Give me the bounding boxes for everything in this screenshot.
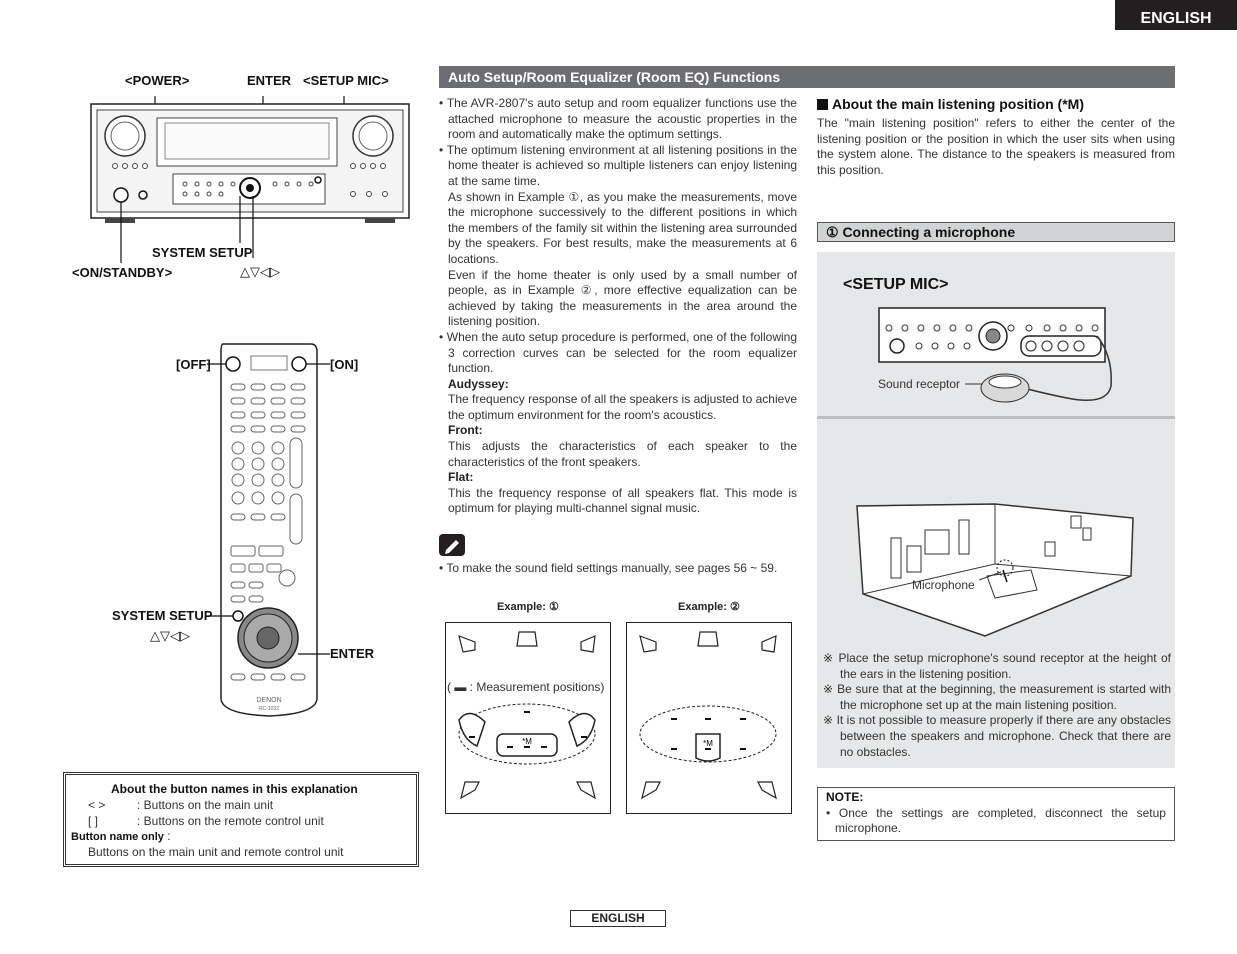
example1-label: Example: ① [497,601,559,613]
audyssey-heading: Audyssey: [448,376,509,391]
setup-mic-label: <SETUP MIC> [843,276,949,293]
square-bullet-icon [817,99,828,110]
note-2: Be sure that at the beginning, the measurement is started with the microphone set up at the main listening position. [837,682,1172,712]
button-box-row3-text: : [167,829,171,843]
label-setup-mic: <SETUP MIC> [303,73,389,88]
label-enter-remote: ENTER [330,646,375,661]
front-text: This adjusts the characteristics of each speaker to the characteristics of the front speakers. [448,439,797,469]
body-p2c: Even if the home theater is only used by a small number of people, as in Example ②, more effective equalization can be achieved by taking the measurements in the area around the listening position. [448,267,797,329]
label-system-setup-top: SYSTEM SETUP [152,245,253,260]
label-on-standby: <ON/STANDBY> [72,265,173,280]
body-p3: When the auto setup procedure is performed, one of the following 3 correction curves can be selected for the room equalizer function. [446,329,797,376]
front-heading: Front: [448,423,483,438]
body-text: • The AVR-2807's auto setup and room equalizer functions use the attached microphone to measure the acoustic properties in the room and automatically make the optimum settings. • The optimum listening environment at all listening positions in the home theater is achieved so multiple listeners can enjoy listening at the same time. As shown in Example ①, as you make the measurements, move the microphone successively to the different positions in which the members of the family sit within the listening area surrounded by the speakers. For best results, make the measurements at 6 locations. Even if the home theater is only used by a small number of people, as in Example ②, more effective equalization can be achieved by taking the measurements in the area around the listening position. • When the auto setup procedure is performed, one of the following 3 correction curves can be selected for the room equalizer function. Audyssey: The frequency response of all the speakers is adjusted to achieve the optimum environment for the room's acoustics. Front: This adjusts the characteristics of each speaker to the characteristics of the front speakers. Flat: This the frequency response of all speakers flat. This mode is optimum for playing multi-channel signal music. [439,96,798,516]
example1-diagram [445,622,611,814]
note-3: It is not possible to measure properly if there are any obstacles between the speakers and microphone. Check that there are no obstacles. [836,713,1171,759]
panel-divider [817,416,1175,419]
note-box-text: Once the settings are completed, disconnect the setup microphone. [835,805,1166,836]
sound-receptor-label: Sound receptor [878,377,961,391]
note-box: NOTE: • Once the settings are completed, disconnect the setup microphone. [817,787,1175,841]
button-box-row4-text: Buttons on the main unit and remote control unit [88,845,344,859]
audyssey-text: The frequency response of all the speakers is adjusted to achieve the optimum environment for the room's acoustics. [448,392,797,422]
label-cursor-top: △▽◁▷ [240,264,280,279]
mic-connection-illustration [877,306,1117,414]
receiver-illustration [85,88,415,268]
example2-diagram [626,622,792,814]
about-text: The "main listening position" refers to either the center of the listening position or the position in which the user sits when using the system alone. The distance to the speakers is measured from this position. [817,116,1175,177]
language-tab: ENGLISH [1115,0,1237,30]
microphone-label: Microphone [912,578,975,592]
label-system-setup-remote: SYSTEM SETUP [112,608,213,623]
label-power: <POWER> [125,73,190,88]
footer-language: ENGLISH [570,910,666,927]
note-box-title: NOTE: [826,790,864,804]
button-box-row3-symbol: Button name only [71,831,164,843]
label-cursor-remote: △▽◁▷ [150,628,190,643]
flat-heading: Flat: [448,470,474,485]
tip-text: To make the sound field settings manually, see pages 56 ~ 59. [446,561,778,575]
example2-label: Example: ② [678,601,740,613]
example1-m-mark: *M [522,737,532,746]
about-heading: About the main listening position (*M) [817,96,1084,112]
button-box-row2-symbol: [ ] [88,814,99,828]
label-on: [ON] [330,357,359,372]
connecting-heading: ① Connecting a microphone [817,222,1175,242]
note-1: Place the setup microphone's sound receptor at the height of the ears in the listening position. [838,651,1171,681]
room-illustration [855,490,1137,640]
button-box-row1-symbol: < > [88,798,106,812]
measurement-legend: ( ▬ : Measurement positions) [447,680,605,694]
label-enter-top: ENTER [247,73,292,88]
body-p1: The AVR-2807's auto setup and room equalizer functions use the attached microphone to measure the acoustic properties in the room and automatically make the optimum settings. [446,96,797,142]
button-box-row1-text: : Buttons on the main unit [137,798,274,812]
label-off: [OFF] [176,357,211,372]
flat-text: This the frequency response of all speakers flat. This mode is optimum for playing multi-channel signal music. [448,485,797,516]
remote-model: RC-1032 [258,706,280,712]
body-p2: The optimum listening environment at all listening positions in the home theater is achieved so multiple listeners can enjoy listening at the same time. [446,142,798,188]
remote-brand: DENON [256,697,282,704]
notes-list: ※ Place the setup microphone's sound receptor at the height of the ears in the listening position. ※ Be sure that at the beginning, the measurement is started with the microphone set up at the main listening position. ※ It is not possible to measure properly if there are any obstacles between the speakers and microphone. Check that there are no obstacles. [823,651,1172,759]
button-box-row2-text: : Buttons on the remote control unit [137,814,324,828]
body-p2b: As shown in Example ①, as you make the measurements, move the microphone successively to the different positions in which the members of the family sit within the listening area surrounded by the speakers. For best results, make the measurements at 6 locations. [448,189,797,266]
example2-m-mark: *M [703,739,713,748]
section-title: Auto Setup/Room Equalizer (Room EQ) Functions [439,66,1175,88]
pencil-icon [439,534,465,556]
button-box-title: About the button names in this explanation [111,782,358,796]
button-names-box [63,772,419,867]
remote-illustration [205,338,333,723]
